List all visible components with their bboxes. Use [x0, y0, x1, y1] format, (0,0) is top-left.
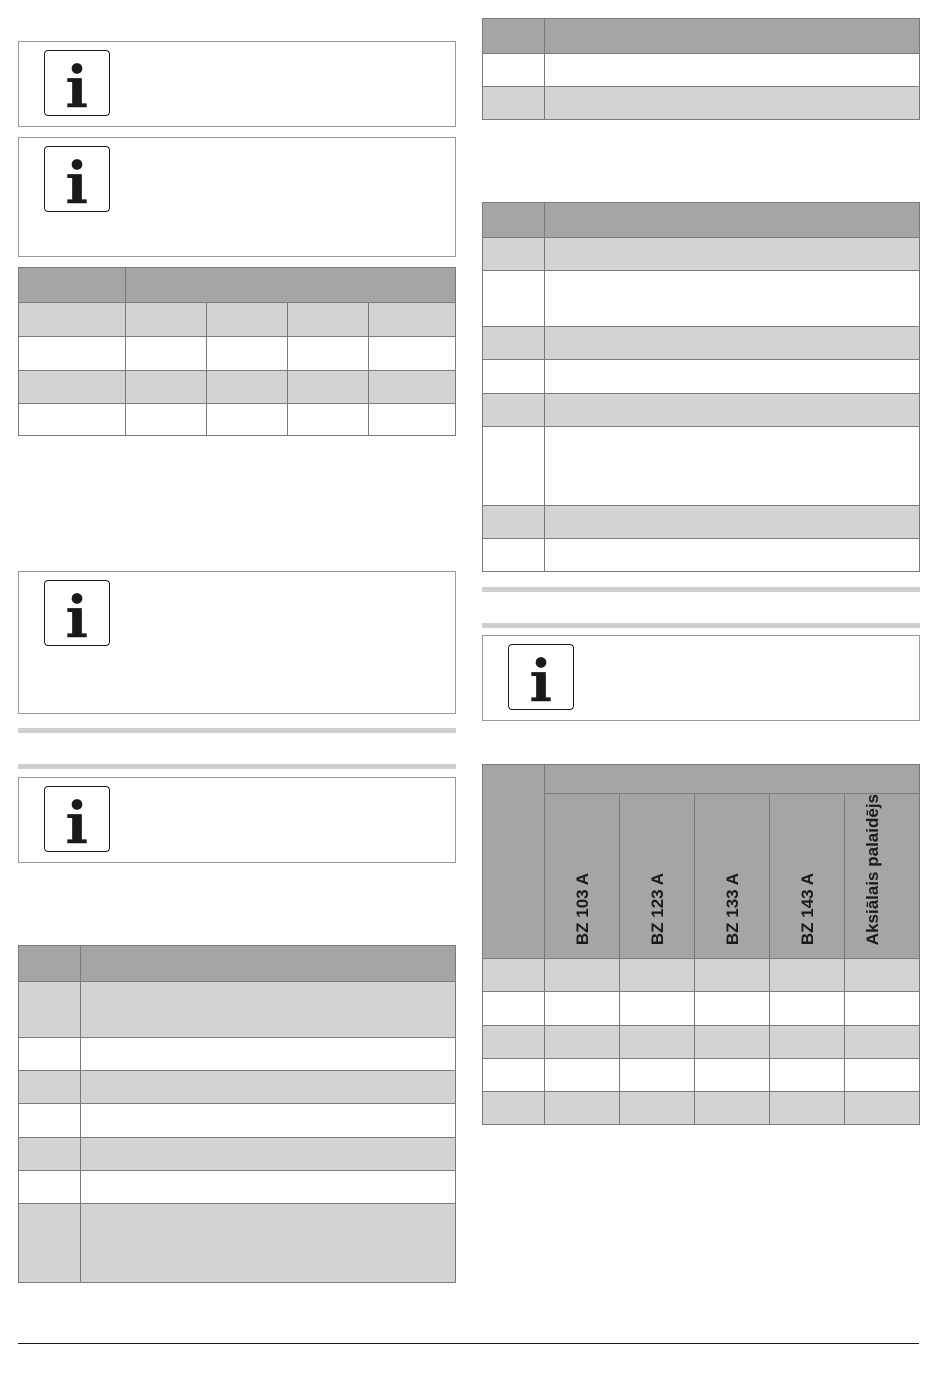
table-header-cell — [545, 203, 920, 238]
table-row — [19, 1038, 456, 1071]
starter-table — [482, 764, 920, 1125]
table-header-cell — [545, 19, 920, 54]
column-header-bz103a: BZ 103 A — [545, 794, 620, 959]
table-row — [19, 1204, 456, 1283]
footer-rule — [18, 1343, 919, 1344]
table-row — [483, 992, 920, 1026]
table-row — [483, 506, 920, 539]
right-list-table — [482, 202, 920, 572]
info-box-5 — [482, 635, 920, 721]
section-divider — [18, 728, 456, 733]
table-row — [483, 327, 920, 360]
table-row — [483, 360, 920, 394]
table-header-cell — [81, 946, 456, 982]
table-row — [483, 1026, 920, 1059]
table-header-cell — [19, 946, 81, 982]
table-row — [483, 238, 920, 271]
table-row — [19, 982, 456, 1038]
table-row — [483, 394, 920, 427]
info-box-4 — [18, 777, 456, 863]
table-row — [483, 54, 920, 87]
table-row — [19, 303, 456, 337]
table-row — [19, 337, 456, 371]
info-box-3 — [18, 571, 456, 714]
info-icon — [44, 146, 110, 212]
info-icon — [44, 580, 110, 646]
left-data-table — [18, 267, 456, 436]
table-header-cell — [483, 765, 545, 959]
section-divider — [482, 587, 920, 592]
column-header-bz123a: BZ 123 A — [620, 794, 695, 959]
info-icon — [44, 50, 110, 116]
table-header-cell — [126, 268, 456, 303]
column-header-axial-starter: Aksiālais palaidējs — [845, 794, 920, 959]
table-row — [483, 87, 920, 120]
table-row — [19, 1071, 456, 1104]
table-header-cell — [483, 203, 545, 238]
table-header-cell — [19, 268, 126, 303]
section-divider — [18, 764, 456, 769]
table-header-cell — [545, 765, 920, 794]
table-row — [483, 427, 920, 506]
table-row — [19, 371, 456, 404]
table-row — [19, 1138, 456, 1171]
right-small-table — [482, 18, 920, 120]
info-icon — [508, 644, 574, 710]
table-header-cell — [483, 19, 545, 54]
table-row — [483, 959, 920, 992]
info-box-2 — [18, 137, 456, 257]
table-row — [19, 404, 456, 436]
table-row — [19, 1171, 456, 1204]
table-row — [19, 1104, 456, 1138]
table-row — [483, 1092, 920, 1125]
table-row — [483, 539, 920, 572]
table-row — [483, 1059, 920, 1092]
column-header-bz143a: BZ 143 A — [770, 794, 845, 959]
left-list-table — [18, 945, 456, 1283]
section-divider — [482, 623, 920, 628]
info-icon — [44, 786, 110, 852]
info-box-1 — [18, 41, 456, 127]
table-row — [483, 271, 920, 327]
column-header-bz133a: BZ 133 A — [695, 794, 770, 959]
